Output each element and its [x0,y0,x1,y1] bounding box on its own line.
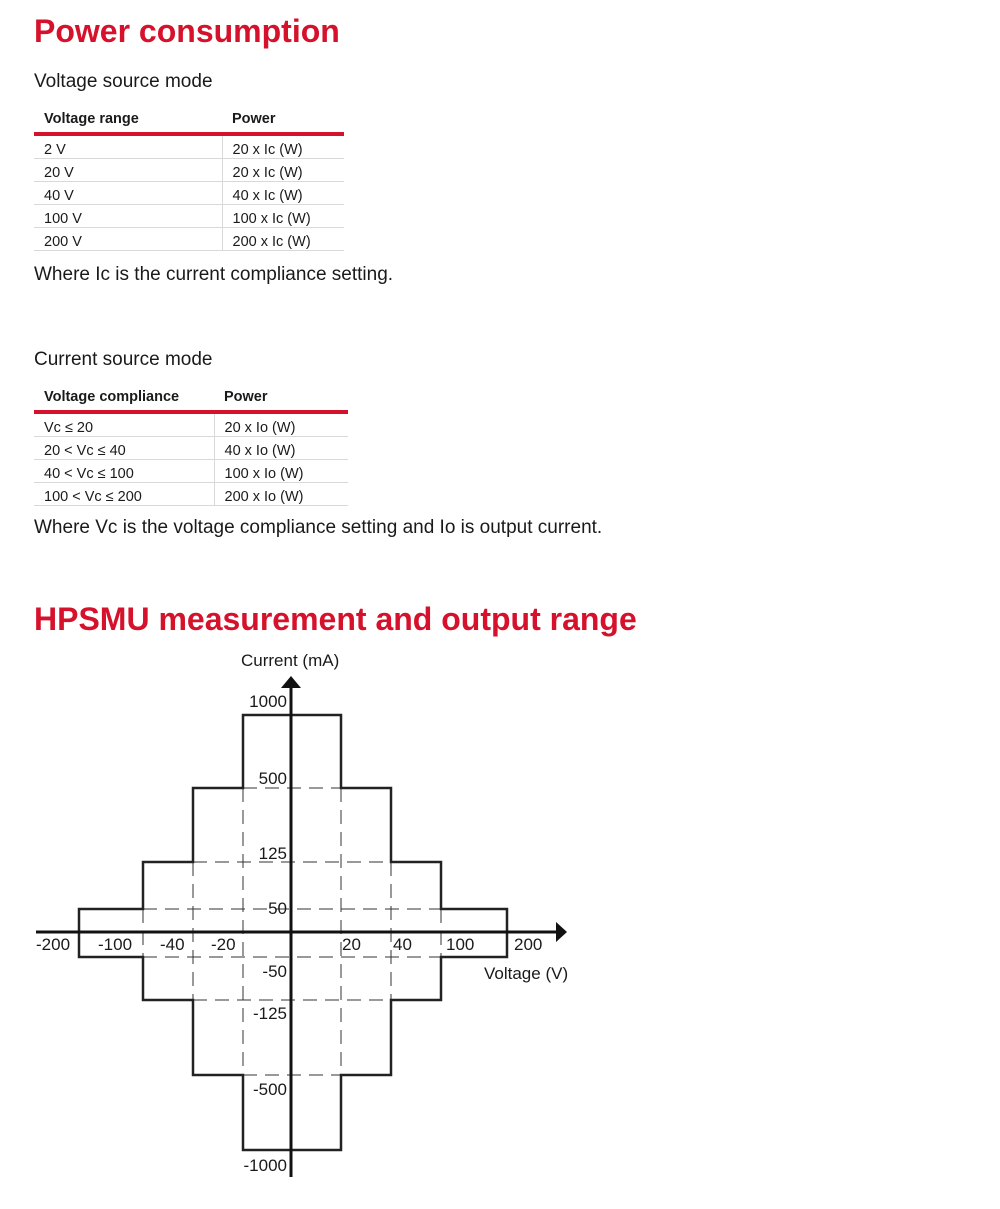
y-tick-label: 125 [258,844,287,863]
x-tick-label: 100 [446,935,475,954]
current-table-power-cell: 40 x Io (W) [214,437,348,460]
y-tick-label: 500 [258,769,287,788]
voltage-table-range-cell: 100 V [34,205,222,228]
y-axis-arrow-icon [281,676,301,688]
x-tick-label: -40 [160,935,185,954]
y-axis-title: Current (mA) [241,651,340,670]
voltage-table-range-cell: 20 V [34,159,222,182]
voltage-table-power-cell: 100 x Ic (W) [222,205,344,228]
x-tick-label: 20 [342,935,361,954]
col-header-power: Power [222,108,344,134]
x-tick-label: -200 [36,935,71,954]
current-mode-note: Where Vc is the voltage compliance setting and Io is output current. [34,517,603,538]
voltage-table-range-cell: 40 V [34,182,222,205]
current-table-power-cell: 200 x Io (W) [214,483,348,506]
voltage-table-power-cell: 20 x Ic (W) [222,159,344,182]
current-table-power-cell: 100 x Io (W) [214,460,348,483]
voltage-mode-subtitle: Voltage source mode [34,71,213,92]
current-table-power-cell: 20 x Io (W) [214,412,348,437]
current-table-range-cell: 100 < Vc ≤ 200 [34,483,214,506]
y-tick-label: 1000 [249,692,287,711]
current-table-range-cell: 20 < Vc ≤ 40 [34,437,214,460]
voltage-table-power-cell: 200 x Ic (W) [222,228,344,251]
x-tick-label: 40 [393,935,412,954]
col-header-voltage-compliance: Voltage compliance [34,386,214,412]
y-tick-label: -50 [262,962,287,981]
voltage-table-range-cell: 2 V [34,134,222,159]
y-tick-label: -500 [252,1080,287,1099]
x-axis-title: Voltage (V) [484,964,569,983]
col-header-voltage-range: Voltage range [34,108,222,134]
current-table-range-cell: Vc ≤ 20 [34,412,214,437]
col-header-power: Power [214,386,348,412]
current-table-range-cell: 40 < Vc ≤ 100 [34,460,214,483]
voltage-table-power-cell: 40 x Ic (W) [222,182,344,205]
y-tick-label: 50 [268,899,287,918]
voltage-table-power-cell: 20 x Ic (W) [222,134,344,159]
x-axis-arrow-icon [556,922,567,942]
section-title-hpsmu: HPSMU measurement and output range [34,601,637,637]
current-mode-subtitle: Current source mode [34,349,213,370]
voltage-mode-note: Where Ic is the current compliance setting. [34,264,394,285]
x-tick-label: 200 [514,935,543,954]
y-tick-label: -1000 [243,1156,287,1175]
x-tick-label: -100 [98,935,133,954]
voltage-table-range-cell: 200 V [34,228,222,251]
y-tick-label: -125 [252,1004,287,1023]
section-title-power: Power consumption [34,13,340,49]
x-tick-label: -20 [211,935,236,954]
